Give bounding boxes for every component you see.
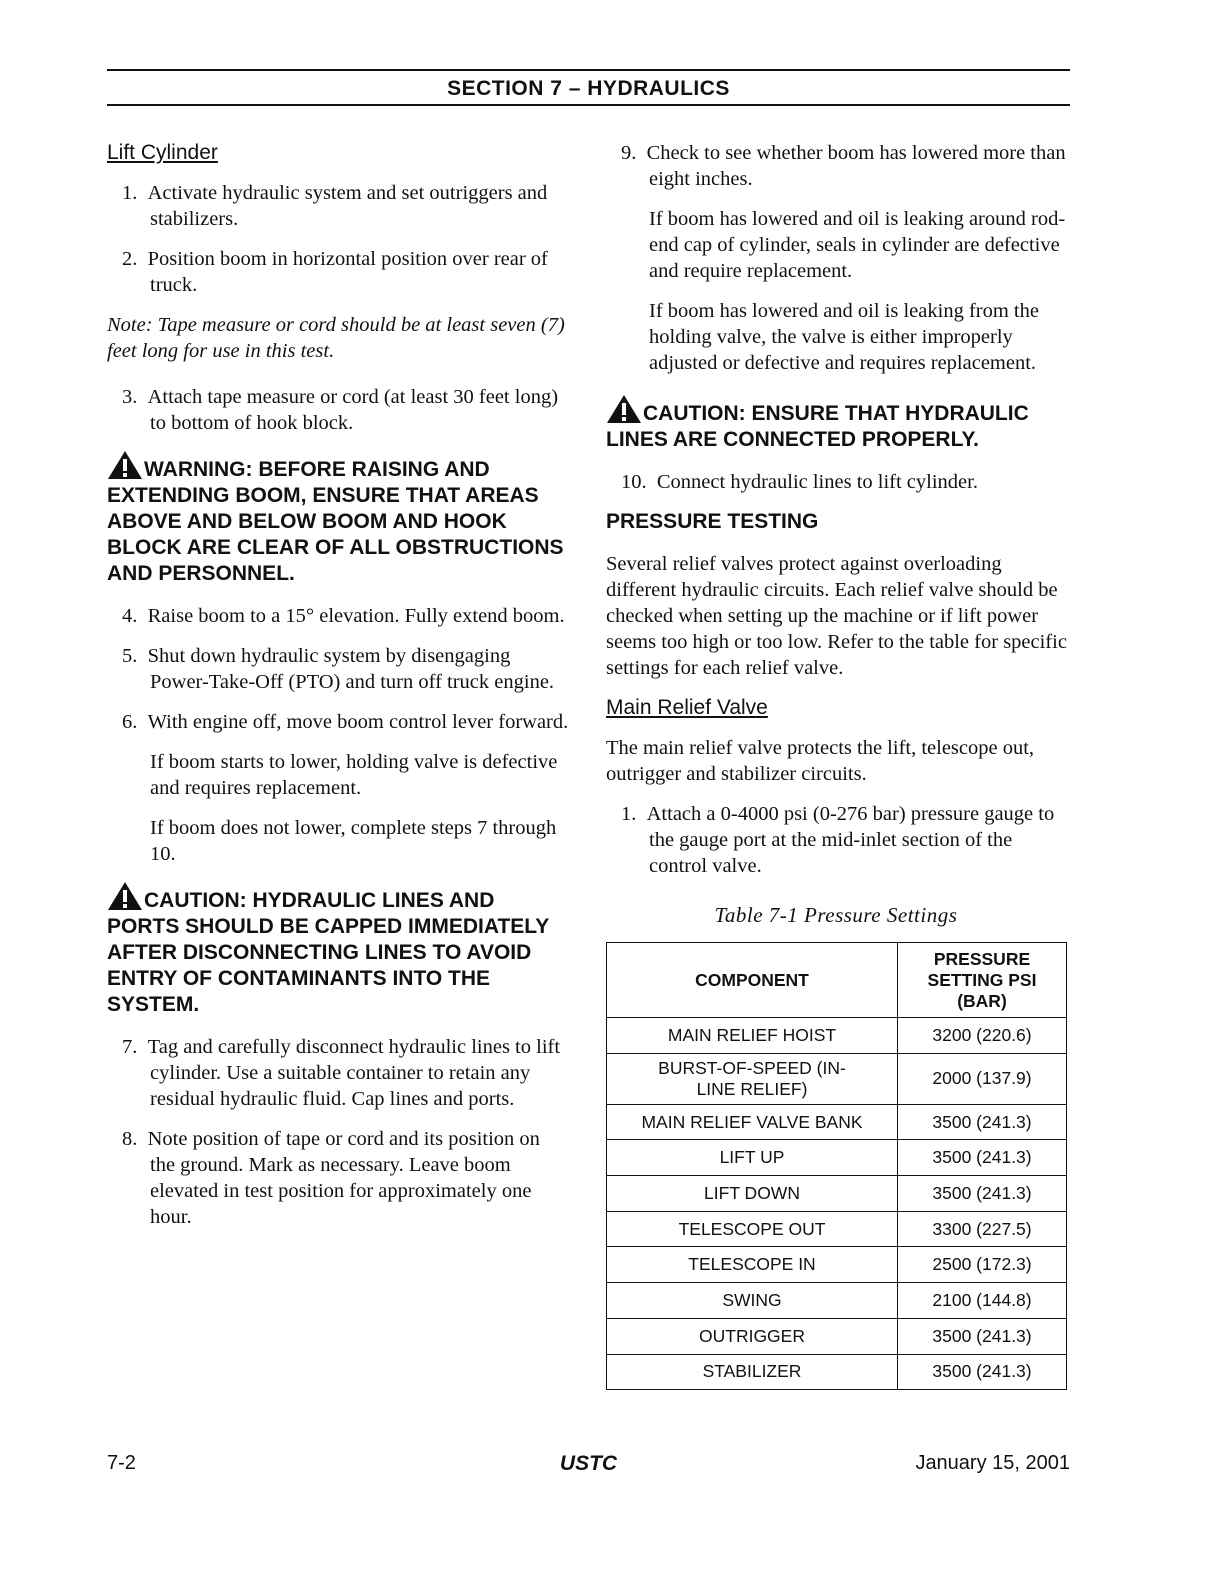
component-cell: LIFT DOWN xyxy=(607,1176,898,1212)
setting-cell: 2100 (144.8) xyxy=(898,1283,1067,1319)
caution-triangle-icon xyxy=(606,394,642,424)
caution-block-left xyxy=(107,881,569,1018)
setting-cell: 3500 (241.3) xyxy=(898,1176,1067,1212)
table-row xyxy=(607,1176,1067,1212)
setting-cell: 3300 (227.5) xyxy=(898,1211,1067,1247)
main-relief-step-1: 1. Attach a 0-4000 psi (0-276 bar) pressure gauge to the gauge port at the mid-inlet section of the control valve. xyxy=(621,803,1055,877)
table-row xyxy=(607,1247,1067,1283)
component-cell: STABILIZER xyxy=(607,1354,898,1390)
pressure-testing-heading: PRESSURE TESTING xyxy=(606,510,819,533)
table-row xyxy=(607,1318,1067,1354)
setting-cell: 3200 (220.6) xyxy=(898,1018,1067,1054)
column-header-pressure-text: PRESSURE SETTING PSI (BAR) xyxy=(927,948,1037,1011)
setting-cell: 2500 (172.3) xyxy=(898,1247,1067,1283)
column-header-component: COMPONENT xyxy=(607,943,898,1018)
step-9: 9. Check to see whether boom has lowered more than eight inches. xyxy=(621,142,1066,190)
main-relief-paragraph: The main relief valve protects the lift, telescope out, outrigger and stabilizer circuits. xyxy=(606,737,1035,785)
pressure-testing-intro: Several relief valves protect against overloading different hydraulic circuits. Each relief valve should be checked when setting up the machine or if lift power seems too high or too low. Refer to the table for specific settings for each relief valve. xyxy=(606,553,1067,679)
left-column xyxy=(107,140,569,1244)
right-column xyxy=(606,140,1068,1390)
step-9-detail-b: If boom has lowered and oil is leaking from the holding valve, the valve is either improperly adjusted or defective and requires replacement. xyxy=(649,300,1039,374)
component-cell xyxy=(607,1053,898,1104)
step-3: 3. Attach tape measure or cord (at least 30 feet long) to bottom of hook block. xyxy=(122,386,559,434)
component-cell-text: BURST-OF-SPEED (IN-LINE RELIEF) xyxy=(658,1057,846,1099)
main-relief-valve-subheading: Main Relief Valve xyxy=(606,696,768,719)
table-header-row xyxy=(607,943,1067,1018)
caution-text-right: CAUTION: ENSURE THAT HYDRAULIC LINES ARE CONNECTED PROPERLY. xyxy=(606,402,1029,451)
step-2: 2. Position boom in horizontal position over rear of truck. xyxy=(122,248,548,296)
setting-cell: 3500 (241.3) xyxy=(898,1104,1067,1140)
step-6-detail-b: If boom does not lower, complete steps 7 through 10. xyxy=(150,817,557,865)
note: Note: Tape measure or cord should be at least seven (7) feet long for use in this test. xyxy=(107,314,565,362)
component-cell: MAIN RELIEF VALVE BANK xyxy=(607,1104,898,1140)
component-cell: OUTRIGGER xyxy=(607,1318,898,1354)
table-row xyxy=(607,1018,1067,1054)
component-cell: SWING xyxy=(607,1283,898,1319)
table-row xyxy=(607,1354,1067,1390)
setting-cell: 2000 (137.9) xyxy=(898,1053,1067,1104)
step-4: 4. Raise boom to a 15° elevation. Fully extend boom. xyxy=(122,605,565,627)
table-row xyxy=(607,1053,1067,1104)
component-cell: TELESCOPE IN xyxy=(607,1247,898,1283)
table-row xyxy=(607,1283,1067,1319)
page-footer xyxy=(107,1452,1070,1478)
step-6-detail-a: If boom starts to lower, holding valve is defective and requires replacement. xyxy=(150,751,558,799)
footer-date: January 15, 2001 xyxy=(915,1452,1070,1474)
step-6: 6. With engine off, move boom control lever forward. xyxy=(122,711,569,733)
warning-text: WARNING: BEFORE RAISING AND EXTENDING BOOM, ENSURE THAT AREAS ABOVE AND BELOW BOOM AND HOOK BLOCK ARE CLEAR OF ALL OBSTRUCTIONS AND PERSONNEL. xyxy=(107,458,564,585)
caution-text-left: CAUTION: HYDRAULIC LINES AND PORTS SHOULD BE CAPPED IMMEDIATELY AFTER DISCONNECTING LINES TO AVOID ENTRY OF CONTAMINANTS INTO THE SYSTEM. xyxy=(107,889,549,1016)
step-10: 10. Connect hydraulic lines to lift cylinder. xyxy=(621,471,978,493)
step-5: 5. Shut down hydraulic system by disengaging Power-Take-Off (PTO) and turn off truck engine. xyxy=(122,645,555,693)
pressure-settings-table xyxy=(606,942,1067,1390)
table-caption: Table 7-1 Pressure Settings xyxy=(714,903,958,927)
column-header-pressure xyxy=(898,943,1067,1018)
section-title: SECTION 7 – HYDRAULICS xyxy=(447,77,730,100)
component-cell: TELESCOPE OUT xyxy=(607,1211,898,1247)
section-header xyxy=(107,69,1070,106)
component-cell: MAIN RELIEF HOIST xyxy=(607,1018,898,1054)
table-row xyxy=(607,1140,1067,1176)
step-8: 8. Note position of tape or cord and its position on the ground. Mark as necessary. Leave boom elevated in test position for approximately one hour. xyxy=(122,1128,540,1228)
step-9-detail-a: If boom has lowered and oil is leaking around rod-end cap of cylinder, seals in cylinder are defective and require replacement. xyxy=(649,208,1066,282)
footer-brand: USTC xyxy=(559,1452,618,1475)
warning-triangle-icon xyxy=(107,450,143,480)
lift-cylinder-subheading: Lift Cylinder xyxy=(107,141,218,164)
setting-cell: 3500 (241.3) xyxy=(898,1140,1067,1176)
page-number: 7-2 xyxy=(107,1452,136,1474)
setting-cell: 3500 (241.3) xyxy=(898,1318,1067,1354)
caution-triangle-icon xyxy=(107,881,143,911)
caution-block-right xyxy=(606,394,1068,453)
table-row xyxy=(607,1104,1067,1140)
warning-block xyxy=(107,450,569,587)
component-cell: LIFT UP xyxy=(607,1140,898,1176)
setting-cell: 3500 (241.3) xyxy=(898,1354,1067,1390)
step-7: 7. Tag and carefully disconnect hydraulic lines to lift cylinder. Use a suitable container to retain any residual hydraulic fluid. Cap lines and ports. xyxy=(122,1036,561,1110)
table-row xyxy=(607,1211,1067,1247)
step-1: 1. Activate hydraulic system and set outriggers and stabilizers. xyxy=(122,182,548,230)
